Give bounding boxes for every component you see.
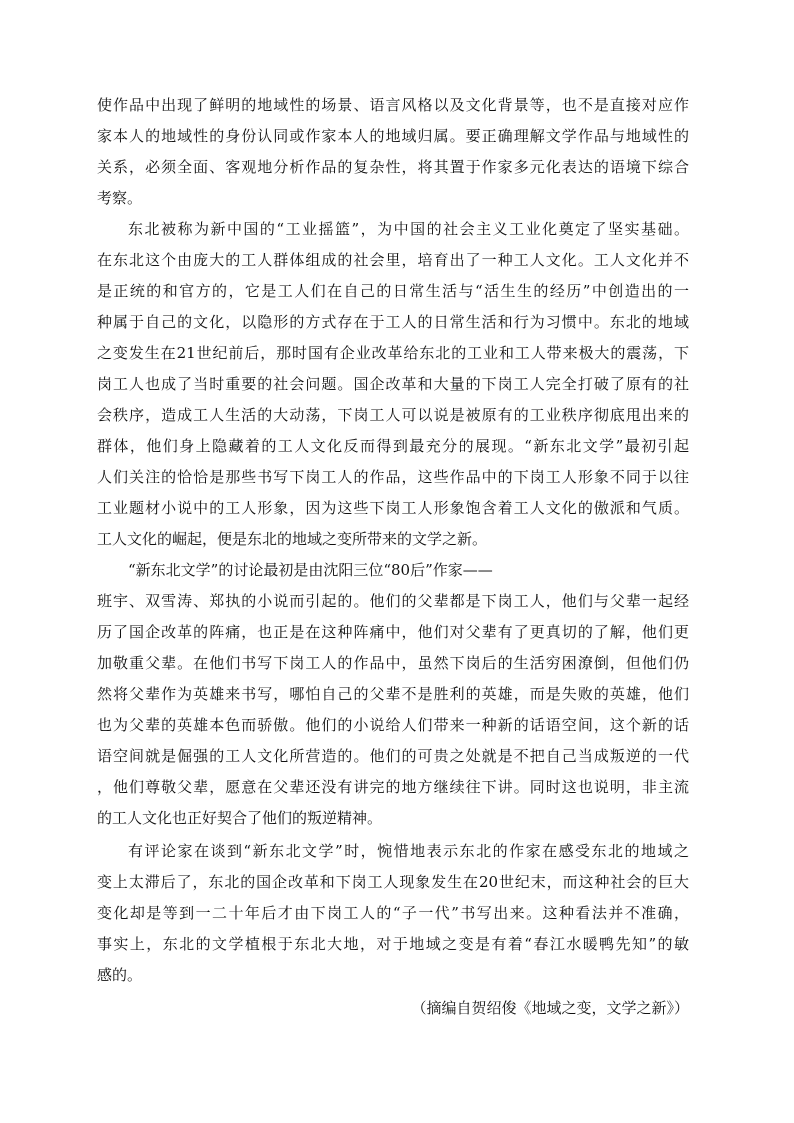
text-line: 是正统的和官方的，它是工人们在自己的日常生活与“活生生的经历”中创造出的一 [97,282,689,300]
text-line: 工业题材小说中的工人形象，因为这些下岗工人形象饱含着工人文化的傲派和气质。 [97,499,689,517]
text-line: 语空间就是倔强的工人文化所营造的。他们的可贵之处就是不把自己当成叛逆的一代 [97,747,689,765]
text-line: 关系，必须全面、客观地分析作品的复杂性，将其置于作家多元化表达的语境下综合 [97,158,689,176]
text-line: 家本人的地域性的身份认同或作家本人的地域归属。要正确理解文学作品与地域性的 [97,127,689,145]
text-line: 种属于自己的文化，以隐形的方式存在于工人的日常生活和行为习惯中。东北的地域 [97,313,689,331]
text-line: 会秩序，造成工人生活的大动荡，下岗工人可以说是被原有的工业秩序彻底甩出来的 [97,406,689,424]
text-line: 考察。 [97,189,143,207]
text-line: 人们关注的恰恰是那些书写下岗工人的作品，这些作品中的下岗工人形象不同于以往 [97,468,689,486]
text-line: 事实上，东北的文学植根于东北大地，对于地域之变是有着“春江水暖鸭先知”的敏 [97,935,689,953]
text-line: 变化却是等到一二十年后才由下岗工人的“子一代”书写出来。这种看法并不准确， [97,904,689,922]
text-line: 然将父辈作为英雄来书写，哪怕自己的父辈不是胜利的英雄，而是失败的英雄，他们 [97,685,689,703]
text-line: 变上太滞后了，东北的国企改革和下岗工人现象发生在20世纪末，而这种社会的巨大 [97,873,689,891]
source-citation: （摘编自贺绍俊《地域之变，文学之新》） [411,999,689,1017]
text-line: 感的。 [97,966,143,984]
paragraph-start-line: 有评论家在谈到“新东北文学”时，惋惜地表示东北的作家在感受东北的地域之 [128,842,689,860]
text-line: 班宇、双雪涛、郑执的小说而引起的。他们的父辈都是下岗工人，他们与父辈一起经 [97,592,689,610]
text-line: 使作品中出现了鲜明的地域性的场景、语言风格以及文化背景等，也不是直接对应作 [97,96,689,114]
text-line: 工人文化的崛起，便是东北的地域之变所带来的文学之新。 [97,530,488,548]
paragraph-start-line: 东北被称为新中国的“工业摇篮”，为中国的社会主义工业化奠定了坚实基础。 [128,220,689,238]
text-line: 历了国企改革的阵痛，也正是在这种阵痛中，他们对父辈有了更真切的了解，他们更 [97,623,689,641]
text-line: 岗工人也成了当时重要的社会问题。国企改革和大量的下岗工人完全打破了原有的社 [97,375,689,393]
text-line: 的工人文化也正好契合了他们的叛逆精神。 [97,809,383,827]
text-line: 之变发生在21世纪前后，那时国有企业改革给东北的工业和工人带来极大的震荡，下 [97,344,689,362]
text-line: 也为父辈的英雄本色而骄傲。他们的小说给人们带来一种新的话语空间，这个新的话 [97,716,689,734]
text-line: 群体，他们身上隐藏着的工人文化反而得到最充分的展现。“新东北文学”最初引起 [97,437,689,455]
text-line: ，他们尊敬父辈，愿意在父辈还没有讲完的地方继续往下讲。同时这也说明，非主流 [97,778,689,796]
text-line: 加敬重父辈。在他们书写下岗工人的作品中，虽然下岗后的生活穷困潦倒，但他们仍 [97,654,689,672]
paragraph-start-line: “新东北文学”的讨论最初是由沈阳三位“80后”作家—— [128,561,493,579]
text-line: 在东北这个由庞大的工人群体组成的社会里，培育出了一种工人文化。工人文化并不 [97,251,689,269]
